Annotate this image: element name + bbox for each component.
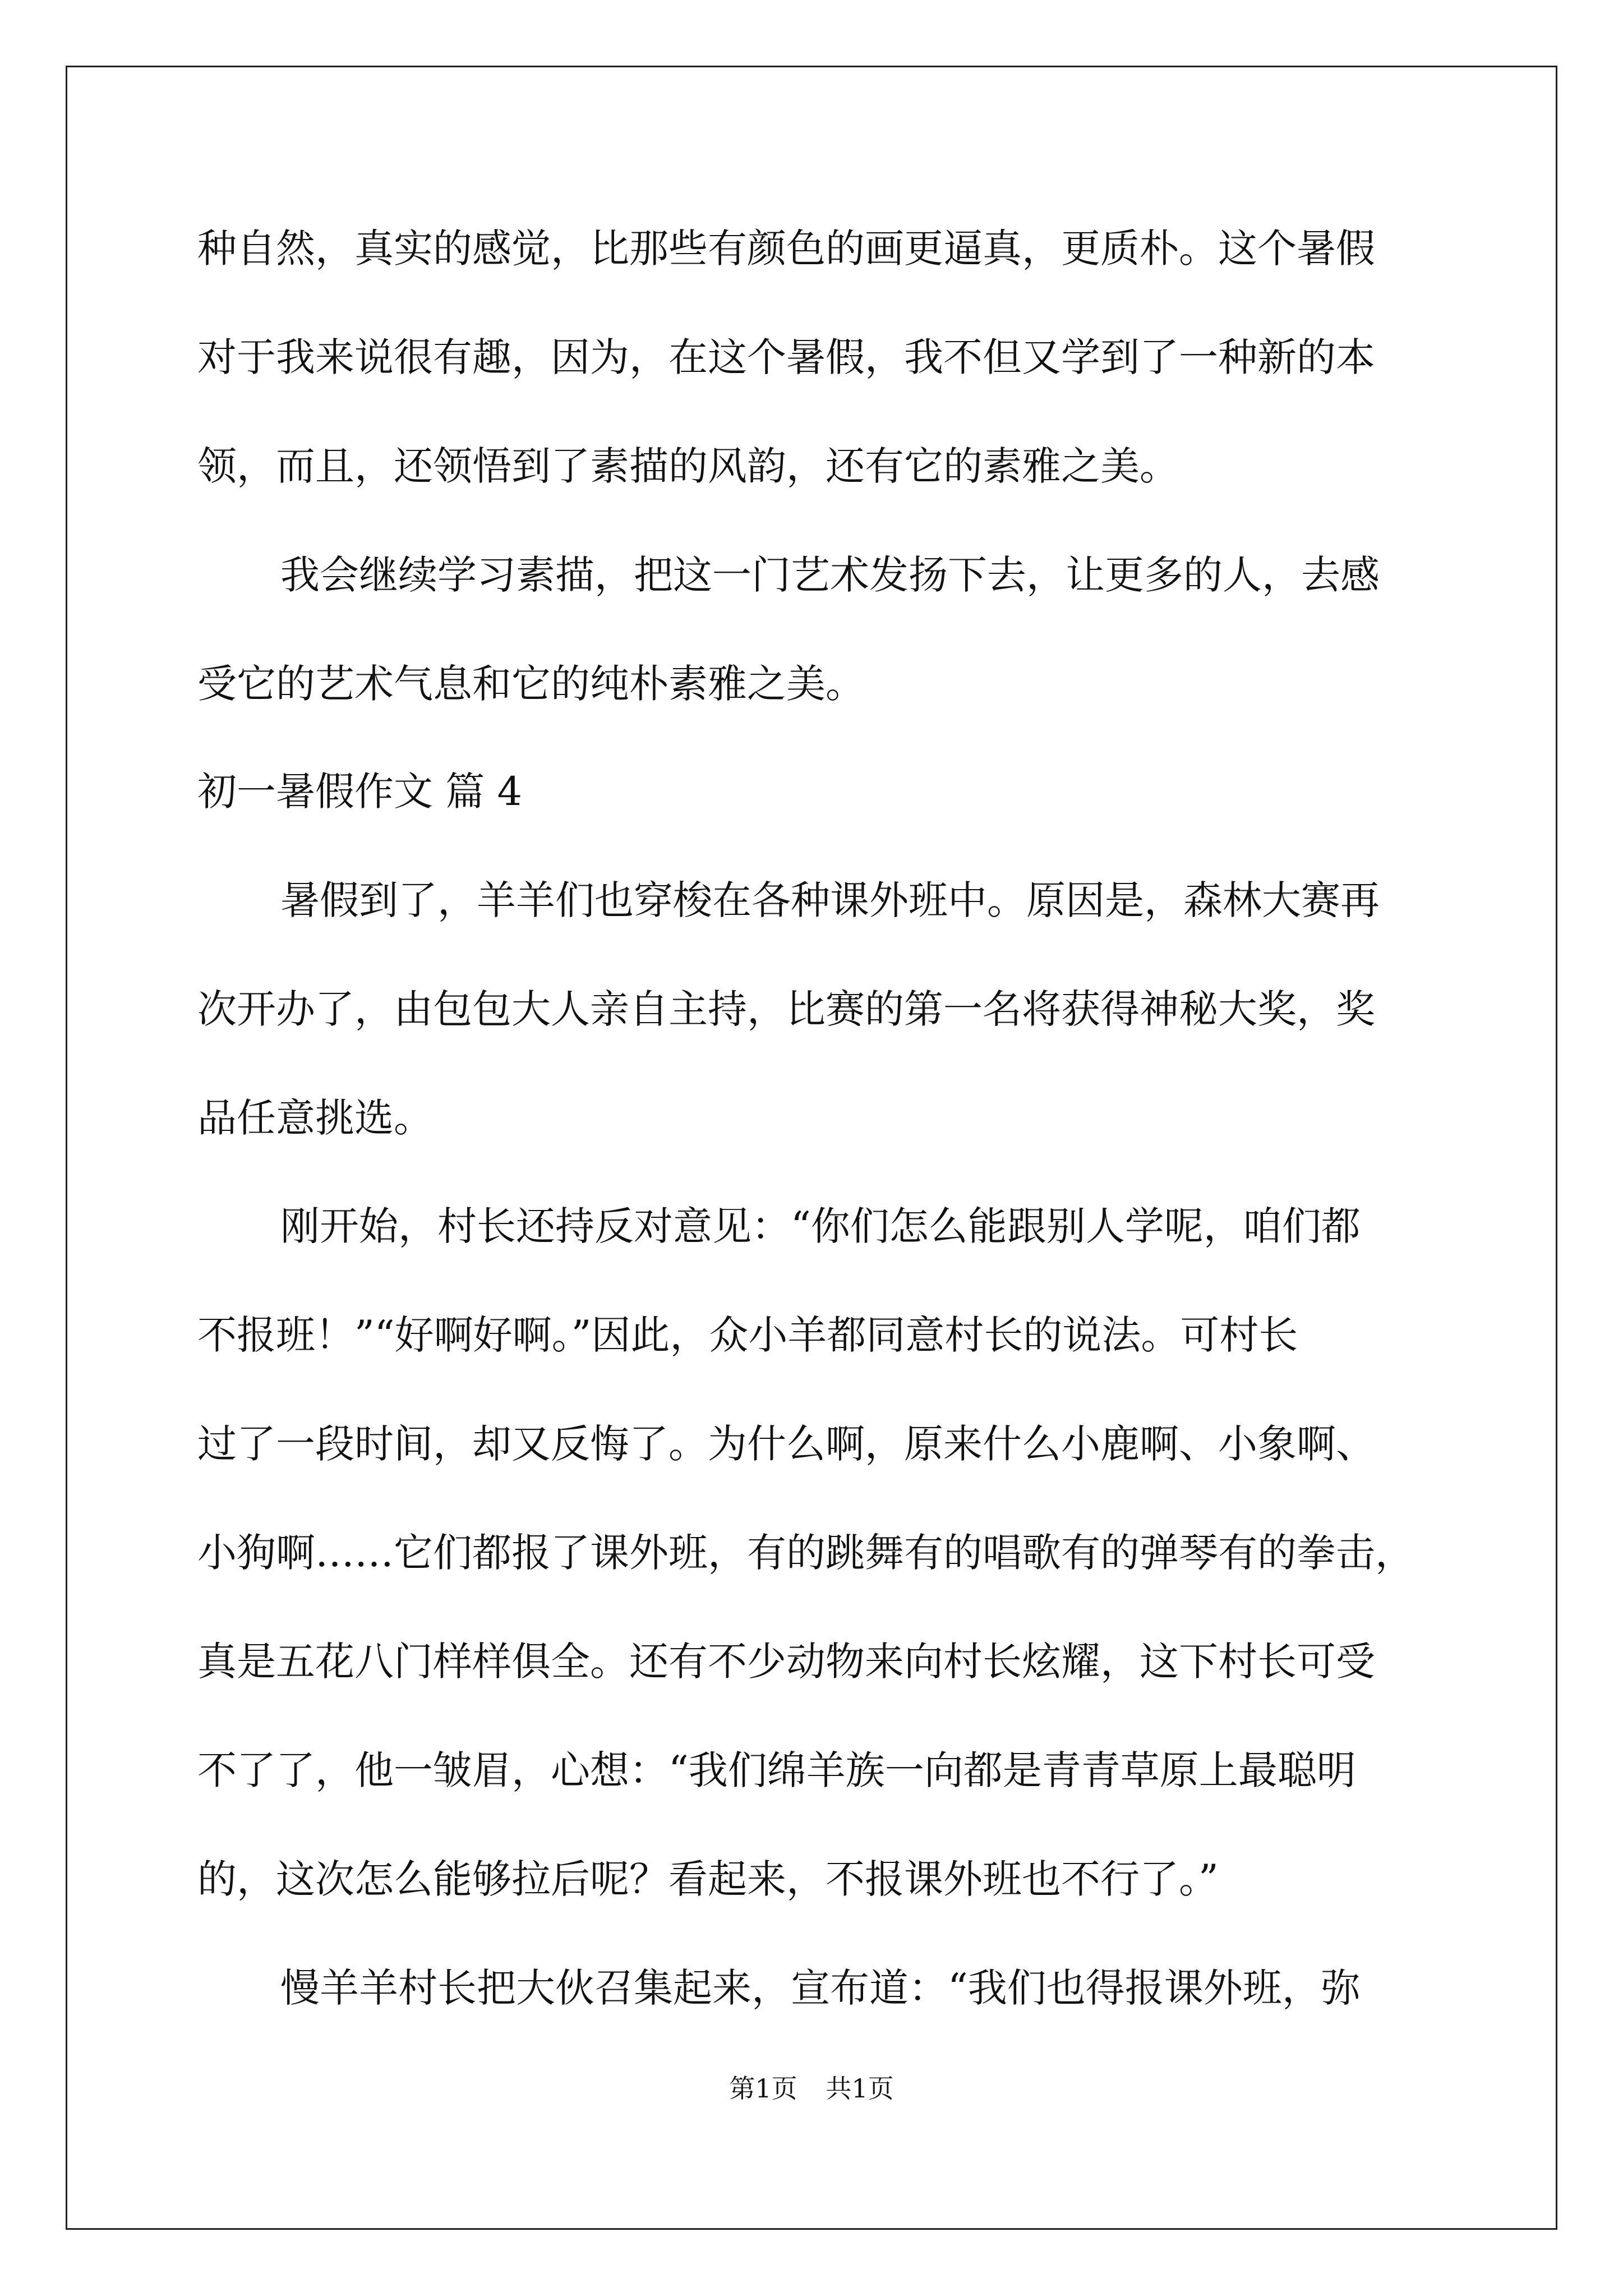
- text-line: 刚开始，村长还持反对意见：“你们怎么能跟别人学呢，咱们都: [280, 1203, 1361, 1249]
- text-line: 真是五花八门样样俱全。还有不少动物来向村长炫耀，这下村长可受: [197, 1639, 1375, 1685]
- text-line: 受它的艺术气息和它的纯朴素雅之美。: [197, 661, 865, 707]
- text-line: 慢羊羊村长把大伙召集起来，宣布道：“我们也得报课外班，弥: [280, 1965, 1361, 2011]
- page-number: 第1页: [729, 2073, 797, 2104]
- text-line: 不了了，他一皱眉，心想：“我们绵羊族一向都是青青草原上最聪明: [197, 1747, 1356, 1793]
- text-line: 品任意挑选。: [197, 1095, 433, 1141]
- text-line: 小狗啊……它们都报了课外班，有的跳舞有的唱歌有的弹琴有的拳击，: [197, 1530, 1414, 1576]
- page-footer: [0, 2072, 1623, 2105]
- text-line: 领，而且，还领悟到了素描的风韵，还有它的素雅之美。: [197, 443, 1179, 489]
- text-line: 次开办了，由包包大人亲自主持，比赛的第一名将获得神秘大奖，奖: [197, 986, 1375, 1032]
- text-line: 过了一段时间，却又反悔了。为什么啊，原来什么小鹿啊、小象啊、: [197, 1421, 1375, 1467]
- text-line: 不报班！”“好啊好啊。”因此，众小羊都同意村长的说法。可村长: [197, 1312, 1298, 1358]
- text-line: 的，这次怎么能够拉后呢？看起来，不报课外班也不行了。”: [197, 1856, 1219, 1902]
- page-border: [66, 66, 1557, 2230]
- page-total: 共1页: [826, 2073, 894, 2104]
- section-heading: 初一暑假作文 篇 4: [197, 769, 523, 815]
- text-line: 对于我来说很有趣，因为，在这个暑假，我不但又学到了一种新的本: [197, 334, 1375, 380]
- text-line: 暑假到了，羊羊们也穿梭在各种课外班中。原因是，森林大赛再: [280, 877, 1380, 923]
- text-line: 种自然，真实的感觉，比那些有颜色的画更逼真，更质朴。这个暑假: [197, 226, 1375, 272]
- text-line: 我会继续学习素描，把这一门艺术发扬下去，让更多的人，去感: [280, 552, 1380, 598]
